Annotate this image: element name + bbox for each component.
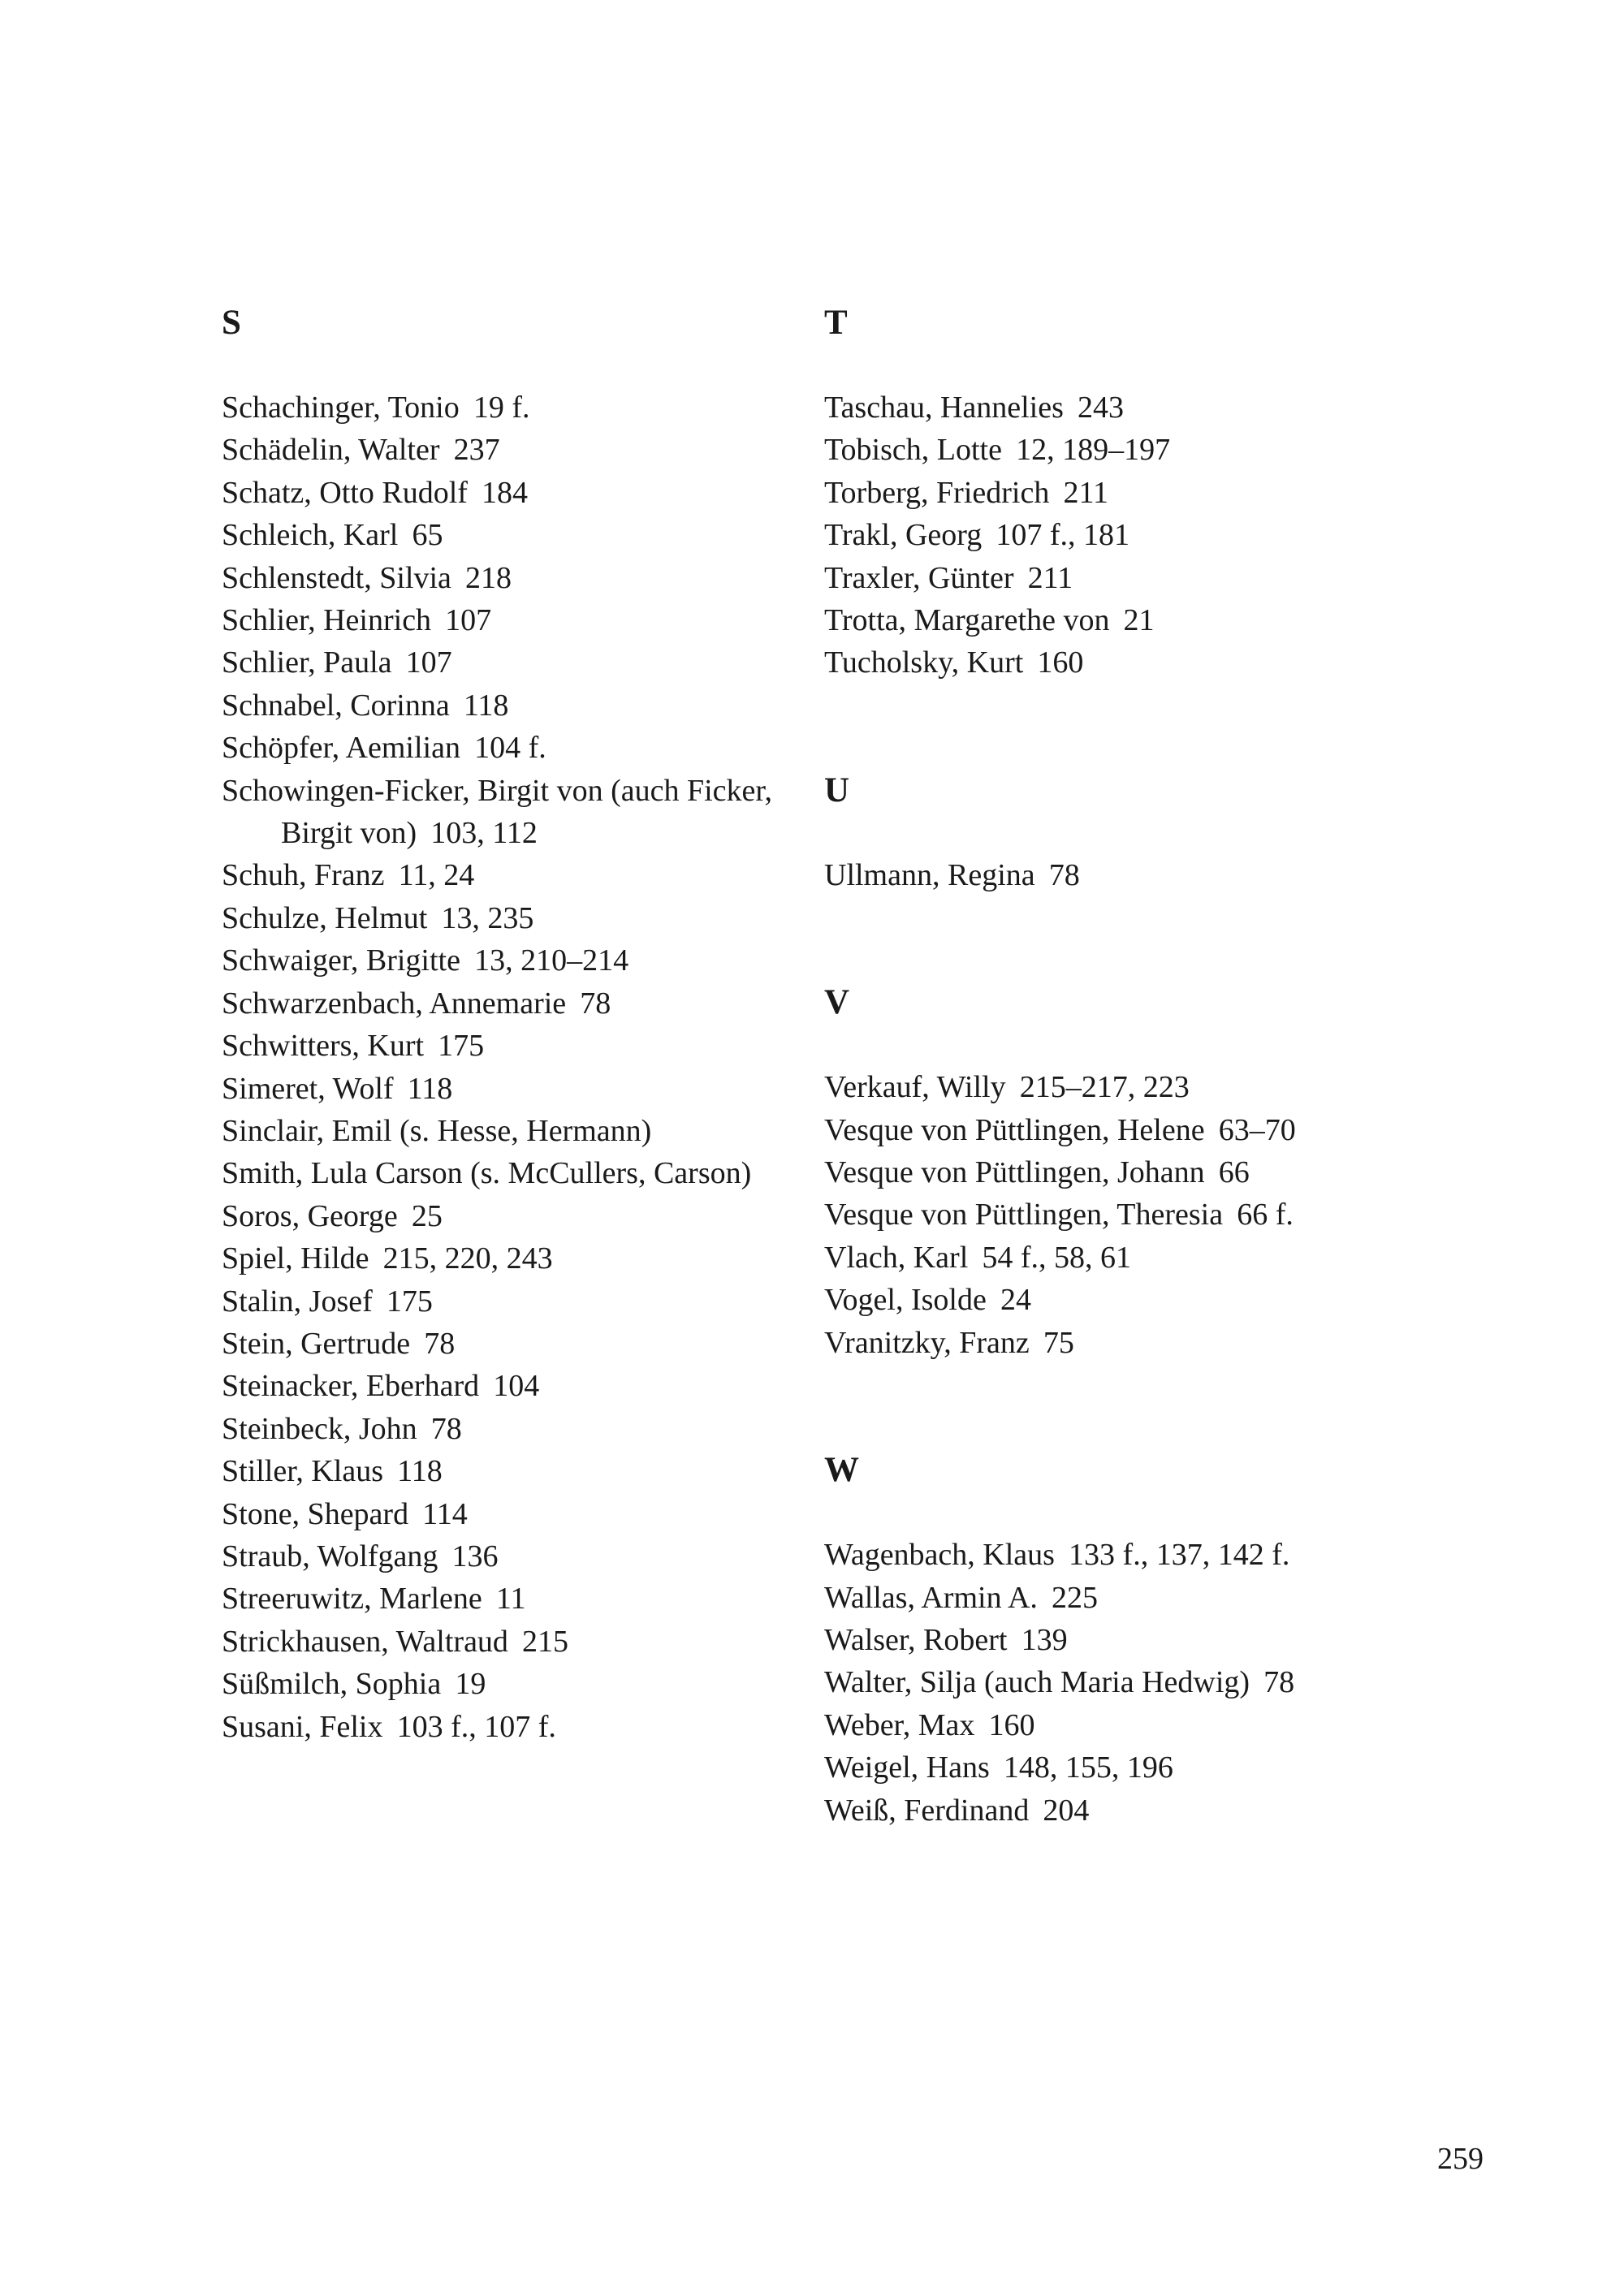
entry-pages: 107 [445,603,492,638]
entry-pages: 65 [412,518,443,553]
index-entry [222,1450,806,1492]
entry-pages: 160 [988,1707,1035,1742]
entry-name: Ullmann, Regina [824,857,1035,892]
entry-name: Streeruwitz, Marlene [222,1582,482,1616]
entry-pages: 19 [455,1667,486,1702]
entry-name: Stone, Shepard [222,1496,409,1531]
index-entry [222,557,806,599]
entry-pages: 13, 210–214 [474,943,629,978]
index-entry [222,1535,806,1578]
index-entry [824,472,1441,514]
entry-pages: 215 [522,1624,569,1659]
index-entry [222,429,806,471]
index-entry [222,514,806,556]
entry-name: Weigel, Hans [824,1750,990,1785]
entry-name: Wagenbach, Klaus [824,1538,1055,1573]
entry-pages: 21 [1123,603,1155,638]
index-section-v [824,982,1441,1364]
entry-name: Trakl, Georg [824,518,983,553]
entry-pages: 211 [1027,560,1073,595]
index-entry [222,1663,806,1705]
index-entry [222,386,806,429]
index-entry [824,1704,1441,1746]
index-entry [222,472,806,514]
index-entry [824,1746,1441,1789]
entry-name: Schachinger, Tonio [222,391,460,425]
section-gap [824,896,1441,982]
entry-pages: 118 [407,1071,453,1106]
entry-name: Schlenstedt, Silvia [222,560,451,595]
index-entry [222,599,806,641]
entry-pages: 218 [464,560,512,595]
entry-pages: 66 f. [1237,1198,1294,1232]
entry-pages: 107 [405,645,452,680]
entry-name: Steinacker, Eberhard [222,1369,480,1404]
index-entry [824,1577,1441,1619]
index-entry [222,727,806,769]
entry-name: Stalin, Josef [222,1284,373,1319]
entry-name: Trotta, Margarethe von [824,603,1110,638]
section-letter: T [824,304,848,342]
section-gap [824,1364,1441,1449]
entry-name: Straub, Wolfgang [222,1539,438,1573]
index-entry [222,1365,806,1407]
entry-pages: 184 [482,475,528,510]
index-entry [222,854,806,896]
index-entry [824,1109,1441,1151]
index-entry [222,1195,806,1237]
entry-pages: 104 f. [474,731,546,766]
index-entry [222,1110,806,1152]
entry-name: Schwaiger, Brigitte [222,943,460,978]
index-entry [222,1025,806,1067]
entry-pages: 103, 112 [430,816,538,851]
index-entry [222,641,806,684]
entry-name: Simeret, Wolf [222,1071,394,1106]
entry-pages: 114 [422,1496,468,1531]
entry-pages: 215–217, 223 [1019,1070,1190,1105]
section-letter: S [222,304,241,342]
index-entry [824,1237,1441,1279]
entry-pages: 107 f., 181 [996,518,1129,553]
entry-pages: 211 [1063,475,1109,510]
entry-pages: 25 [411,1198,443,1233]
entry-name: Schulze, Helmut [222,900,428,935]
entry-pages: 204 [1043,1793,1090,1828]
index-entry [222,982,806,1025]
entry-pages: 78 [430,1411,462,1446]
entry-pages: 139 [1021,1622,1068,1657]
entry-name: Verkauf, Willy [824,1070,1006,1105]
entry-pages: 118 [397,1454,443,1489]
entry-pages: 13, 235 [441,900,534,935]
index-entry [222,770,806,855]
index-entry [222,1578,806,1620]
index-entry [222,684,806,727]
index-entry [222,939,806,982]
entry-name: Smith, Lula Carson (s. McCullers, Carson) [222,1156,752,1191]
entry-name: Traxler, Günter [824,560,1014,595]
entry-pages: 63–70 [1218,1112,1296,1147]
index-entry [824,514,1441,556]
index-entry [222,1323,806,1365]
entry-name: Tobisch, Lotte [824,433,1002,468]
entry-name: Taschau, Hannelies [824,391,1064,425]
entry-pages: 19 f. [473,391,530,425]
entry-pages: 118 [463,688,509,723]
entry-name: Schnabel, Corinna [222,688,450,723]
index-entry [222,1068,806,1110]
index-entry [222,1280,806,1323]
entry-name: Weber, Max [824,1707,975,1742]
entry-name: Schwarzenbach, Annemarie [222,986,567,1021]
entry-name: Weiß, Ferdinand [824,1793,1030,1828]
entry-pages: 75 [1043,1325,1074,1360]
index-entry [222,1706,806,1748]
entry-name: Schowingen-Ficker, Birgit von (auch Ficker, Birgit von) [222,773,773,851]
index-section-t [824,302,1441,684]
index-entry [824,429,1441,471]
entry-name: Vranitzky, Franz [824,1325,1030,1360]
index-entry [222,1237,806,1280]
entry-pages: 24 [1000,1283,1031,1318]
entry-name: Soros, George [222,1198,398,1233]
index-entry [824,1789,1441,1832]
entry-pages: 78 [1048,857,1080,892]
index-column-right [824,302,1441,1832]
entry-name: Walter, Silja (auch Maria Hedwig) [824,1665,1250,1700]
entry-name: Stiller, Klaus [222,1454,384,1489]
entry-name: Sinclair, Emil (s. Hesse, Hermann) [222,1113,652,1148]
entry-name: Tucholsky, Kurt [824,645,1024,680]
index-entry [222,1621,806,1663]
entry-pages: 66 [1218,1155,1250,1190]
entry-pages: 78 [580,986,611,1021]
entry-name: Schatz, Otto Rudolf [222,475,468,510]
entry-pages: 243 [1077,391,1124,425]
index-entry [222,1493,806,1535]
entry-pages: 136 [451,1539,499,1573]
entry-pages: 225 [1052,1580,1099,1615]
index-entry [824,386,1441,429]
entry-name: Vesque von Püttlingen, Johann [824,1155,1205,1190]
entry-name: Steinbeck, John [222,1411,417,1446]
section-gap [824,684,1441,770]
page-number: 259 [1437,2142,1484,2176]
entry-pages: 78 [424,1326,456,1361]
entry-pages: 103 f., 107 f. [396,1709,556,1744]
index-entry [824,599,1441,641]
entry-name: Schädelin, Walter [222,433,440,468]
entry-pages: 11 [495,1582,526,1616]
entry-name: Strickhausen, Waltraud [222,1624,508,1659]
index-entry [824,557,1441,599]
entry-name: Walser, Robert [824,1622,1008,1657]
entry-name: Spiel, Hilde [222,1241,369,1276]
index-entry [222,1408,806,1450]
entry-name: Schlier, Heinrich [222,603,432,638]
section-letter: W [824,1451,859,1490]
entry-pages: 175 [386,1284,433,1319]
entry-pages: 78 [1263,1665,1295,1700]
entry-name: Schleich, Karl [222,518,399,553]
index-entry [824,641,1441,684]
entry-name: Schöpfer, Aemilian [222,731,460,766]
index-entry [222,897,806,939]
index-entry [824,1322,1441,1364]
entry-name: Schuh, Franz [222,858,385,893]
index-entry [824,1661,1441,1703]
entry-name: Vlach, Karl [824,1240,969,1275]
entry-pages: 148, 155, 196 [1003,1750,1173,1785]
entry-pages: 12, 189–197 [1016,433,1171,468]
index-entry [824,1151,1441,1193]
entry-pages: 133 f., 137, 142 f. [1069,1538,1290,1573]
entry-name: Schlier, Paula [222,645,392,680]
index-section-w [824,1449,1441,1832]
entry-name: Wallas, Armin A. [824,1580,1038,1615]
entry-pages: 160 [1037,645,1084,680]
index-entry [222,1152,806,1194]
index-entry [824,1534,1441,1576]
index-entry [824,1066,1441,1108]
entry-name: Süßmilch, Sophia [222,1667,442,1702]
entry-name: Susani, Felix [222,1709,383,1744]
entry-name: Torberg, Friedrich [824,475,1050,510]
index-column-left [222,302,806,1748]
entry-pages: 104 [493,1369,540,1404]
entry-name: Schwitters, Kurt [222,1029,425,1064]
entry-name: Vogel, Isolde [824,1283,987,1318]
entry-pages: 11, 24 [398,858,475,893]
index-entry [824,1193,1441,1236]
index-entry [824,1619,1441,1661]
index-entry [824,854,1441,896]
entry-pages: 54 f., 58, 61 [982,1240,1132,1275]
index-section-u [824,770,1441,896]
entry-name: Vesque von Püttlingen, Theresia [824,1198,1224,1232]
index-section-s [222,302,806,1748]
entry-pages: 215, 220, 243 [382,1241,553,1276]
entry-pages: 175 [438,1029,485,1064]
entry-name: Stein, Gertrude [222,1326,411,1361]
entry-name: Vesque von Püttlingen, Helene [824,1112,1205,1147]
index-entry [824,1279,1441,1321]
section-letter: V [824,983,850,1022]
section-letter: U [824,770,850,809]
entry-pages: 237 [453,433,500,468]
